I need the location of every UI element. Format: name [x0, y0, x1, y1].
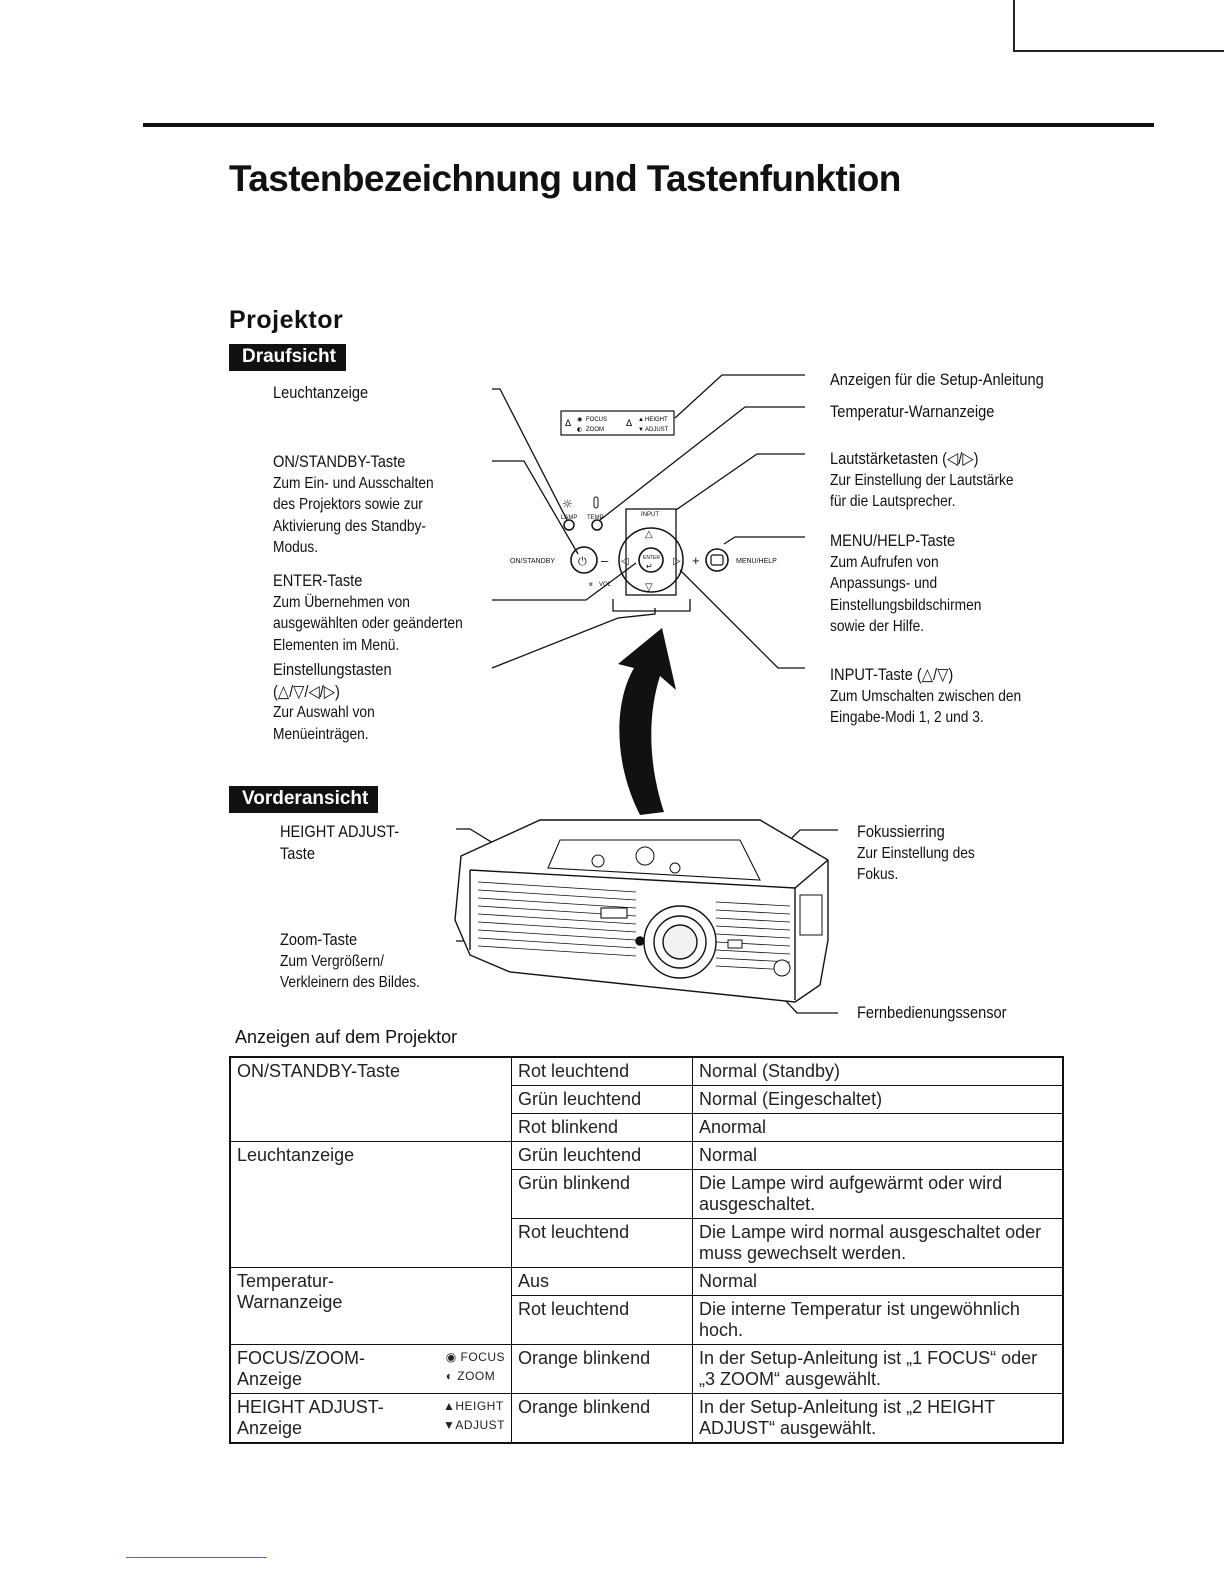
label-input: INPUT-Taste (△/▽) Zum Umschalten zwischen den Eingabe-Modi 1, 2 und 3. — [830, 665, 1022, 726]
svg-text:⏻: ⏻ — [578, 555, 587, 568]
temp-led — [592, 520, 602, 530]
panel-adjust-text: ADJUST — [645, 427, 669, 433]
panel-temp-text: TEMP — [587, 515, 604, 521]
cell-state: Aus — [512, 1268, 693, 1296]
cell-meaning: Anormal — [693, 1114, 1064, 1142]
label-zoom: Zoom-Taste Zum Vergrößern/ Verkleinern des Bildes. — [280, 930, 420, 991]
leader-enter — [492, 563, 636, 600]
cell-name: Leuchtanzeige — [230, 1142, 512, 1268]
lamp-led — [564, 520, 574, 530]
panel-vol-text: VOL — [599, 582, 612, 588]
page-title: Tastenbezeichnung und Tastenfunktion — [229, 158, 901, 199]
svg-text:◁: ◁ — [621, 556, 629, 567]
cell-meaning: Die Lampe wird aufgewärmt oder wird ausgeschaltet. — [693, 1170, 1064, 1219]
panel-height-text: HEIGHT — [645, 417, 668, 423]
cell-meaning: In der Setup-Anleitung ist „2 HEIGHT ADJUST“ ausgewählt. — [693, 1394, 1064, 1444]
table-row — [230, 1394, 1063, 1444]
label-height-adjust: HEIGHT ADJUST- Taste — [280, 822, 400, 863]
svg-text:▷: ▷ — [673, 556, 681, 567]
height-adjust-icon: ▲HEIGHT ▼ADJUST — [442, 1399, 505, 1432]
cell-meaning: Normal (Eingeschaltet) — [693, 1086, 1064, 1114]
label-focus-ring: Fokussierring Zur Einstellung des Fokus. — [857, 822, 975, 883]
label-setup-guide: Anzeigen für die Setup-Anleitung — [830, 370, 1044, 389]
remote-sensor-drawing — [728, 940, 742, 948]
menu-help-button — [706, 549, 728, 571]
panel-enter-text: ENTER — [643, 555, 660, 561]
label-lamp: Leuchtanzeige — [273, 383, 369, 402]
view-arrow — [618, 628, 676, 815]
svg-text:◐: ◐ — [577, 426, 583, 433]
svg-text:+: + — [692, 553, 700, 568]
leader-menu — [724, 537, 805, 544]
leader-lamp — [492, 389, 567, 520]
svg-text:Δ: Δ — [626, 419, 633, 429]
zoom-button-drawing — [636, 937, 644, 945]
cell-meaning: Normal — [693, 1268, 1064, 1296]
vol-bracket — [613, 599, 690, 611]
cell-state: Grün leuchtend — [512, 1142, 693, 1170]
height-adjust-button-drawing — [601, 908, 627, 918]
table-row — [230, 1057, 1063, 1086]
focus-zoom-icon: ◉ FOCUS ◐ ZOOM — [445, 1350, 505, 1383]
cell-state: Orange blinkend — [512, 1394, 693, 1444]
projector-body — [455, 820, 828, 1002]
leader-input — [680, 570, 805, 668]
cell-meaning: Normal (Standby) — [693, 1057, 1064, 1086]
footer-link-line — [126, 1557, 267, 1558]
cell-name: ON/STANDBY-Taste — [230, 1057, 512, 1142]
panel-focus-text: FOCUS — [586, 417, 607, 423]
cell-name: ▲HEIGHT ▼ADJUST HEIGHT ADJUST-Anzeige — [230, 1394, 512, 1444]
setup-indicator-panel — [561, 411, 674, 435]
section-title: Projektor — [229, 306, 344, 334]
cell-meaning: Normal — [693, 1142, 1064, 1170]
cell-state: Rot leuchtend — [512, 1057, 693, 1086]
svg-text:△: △ — [645, 529, 653, 540]
cell-name: ◉ FOCUS ◐ ZOOM FOCUS/ZOOM-Anzeige — [230, 1345, 512, 1394]
table-caption: Anzeigen auf dem Projektor — [235, 1027, 458, 1047]
label-adjust-keys: Einstellungstasten (△/▽/◁/▷) Zur Auswahl von Menüeinträgen. — [273, 660, 392, 743]
cell-state: Rot leuchtend — [512, 1296, 693, 1345]
cell-meaning: Die interne Temperatur ist ungewöhnlich hoch. — [693, 1296, 1064, 1345]
control-panel — [510, 497, 777, 611]
panel-on-standby-text: ON/STANDBY — [510, 558, 555, 565]
cell-state: Grün leuchtend — [512, 1086, 693, 1114]
svg-text:▼: ▼ — [638, 427, 644, 433]
panel-input-text: INPUT — [641, 512, 659, 518]
svg-text:◉: ◉ — [577, 416, 583, 423]
front-view-badge: Vorderansicht — [229, 786, 378, 813]
svg-text:–: – — [601, 553, 609, 568]
svg-text:☼: ☼ — [562, 497, 573, 511]
panel-lamp-text: LAMP — [561, 515, 578, 521]
svg-text:⩸: ⩸ — [589, 582, 593, 588]
cell-state: Rot blinkend — [512, 1114, 693, 1142]
label-menu-help: MENU/HELP-Taste Zum Aufrufen von Anpassungs- und Einstellungsbildschirmen sowie der Hilfe. — [830, 531, 982, 635]
label-remote-sensor: Fernbedienungssensor — [857, 1003, 1007, 1022]
panel-zoom-text: ZOOM — [586, 427, 604, 433]
label-on-standby: ON/STANDBY-Taste Zum Ein- und Ausschalten des Projektors sowie zur Aktivierung des Standby- Modus. — [273, 452, 434, 556]
cell-meaning: Die Lampe wird normal ausgeschaltet oder muss gewechselt werden. — [693, 1219, 1064, 1268]
svg-text:▽: ▽ — [645, 582, 653, 593]
leader-volume — [676, 454, 805, 510]
table-row — [230, 1268, 1063, 1296]
cell-state: Grün blinkend — [512, 1170, 693, 1219]
table-row — [230, 1345, 1063, 1394]
label-volume: Lautstärketasten (◁/▷) Zur Einstellung der Lautstärke für die Lautsprecher. — [830, 449, 1014, 510]
panel-menu-help-text: MENU/HELP — [736, 558, 777, 565]
indicator-table — [229, 1056, 1064, 1444]
svg-text:▲: ▲ — [638, 417, 644, 423]
cell-meaning: In der Setup-Anleitung ist „1 FOCUS“ oder „3 ZOOM“ ausgewählt. — [693, 1345, 1064, 1394]
table-row — [230, 1142, 1063, 1170]
cell-name: Temperatur-Warnanzeige — [230, 1268, 512, 1345]
svg-text:↵: ↵ — [646, 562, 653, 571]
cell-state: Orange blinkend — [512, 1345, 693, 1394]
svg-text:Δ: Δ — [565, 419, 572, 429]
cell-state: Rot leuchtend — [512, 1219, 693, 1268]
label-enter: ENTER-Taste Zum Übernehmen von ausgewählten oder geänderten Elementen im Menü. — [273, 571, 463, 654]
label-temp-warning: Temperatur-Warnanzeige — [830, 402, 995, 421]
top-view-badge: Draufsicht — [229, 344, 346, 371]
